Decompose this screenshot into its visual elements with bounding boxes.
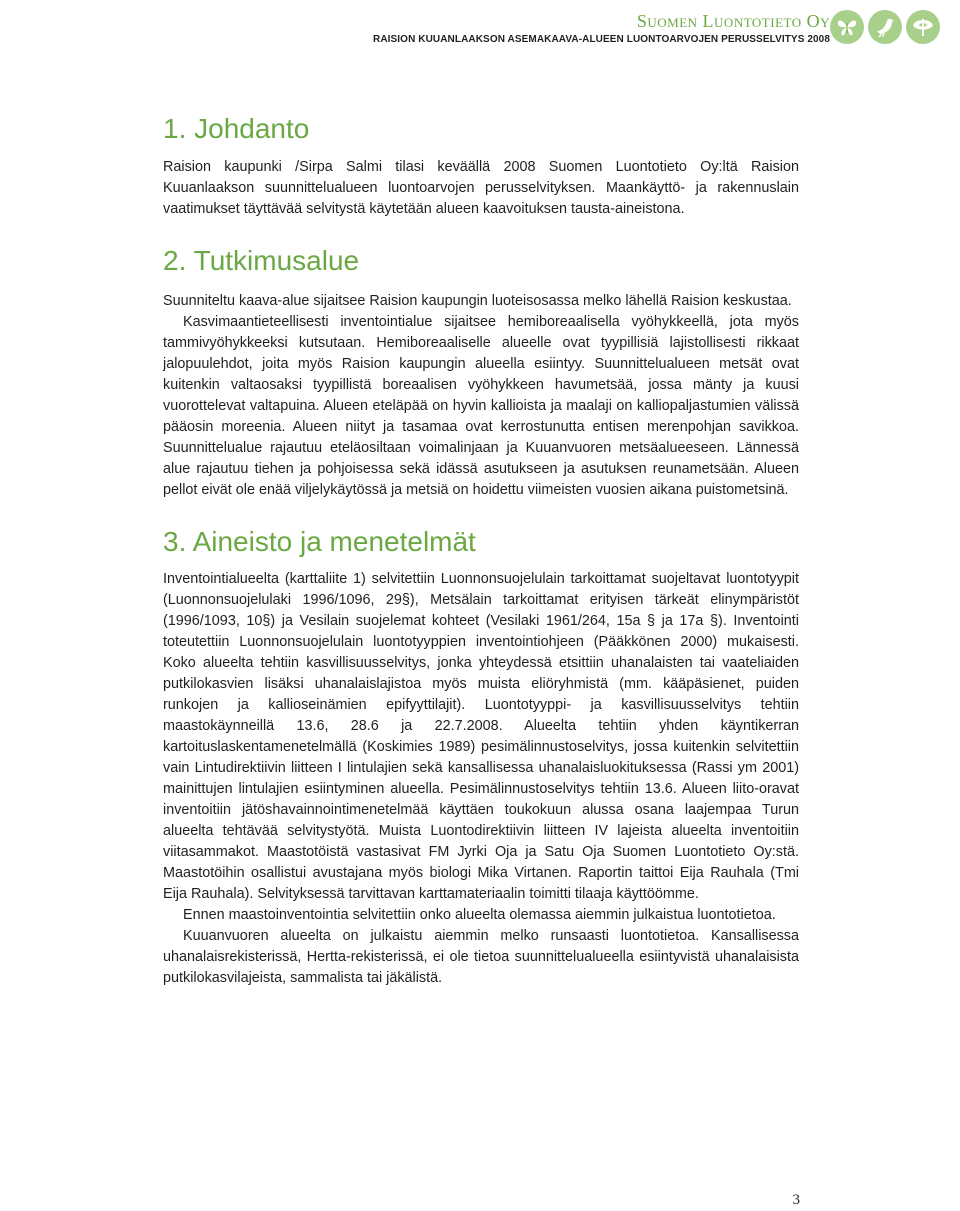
paragraph: Suunniteltu kaava-alue sijaitsee Raision kaupungin luoteisosassa melko lähellä Raision keskustaa. xyxy=(163,293,792,309)
company-name: Suomen Luontotieto Oy xyxy=(636,11,830,31)
paragraph: Inventointialueelta (karttaliite 1) selvitettiin Luonnonsuojelulain tarkoittamat suojeltavat luontotyypit (Luonnonsuojelulaki 1996/1096, 29§), Metsälain tarkoittamat erityisen tärkeät elinympäristöt (1996/1093, 10§) ja Vesilain suojelemat kohteet (Vesilaki 1961/264, 15a § ja 17a §). Inventointi toteutettiin Luonnonsuojelulain luontotyyppien inventointiohjeen (Pääkkönen 2000) mukaisesti. Koko alueelta tehtiin kasvillisuusselvitys, jonka yhteydessä etsittiin uhanalaisten tai vaateliaiden putkilokasvien lisäksi uhanalaislajistoa myös muista eliöryhmistä (mm. kääpäsienet, puiden runkojen ja kallioseinämien epifyyttilajit). Luontotyyppi- ja kasvillisuusselvitys tehtiin maastokäynneillä 13.6, 28.6 ja 22.7.2008. Alueelta tehtiin yhden käyntikerran kartoituslaskentamenetelmällä (Koskimies 1989) pesimälinnustoselvitys, jossa kuitenkin selvitettiin vain Lintudirektiivin liitteen I lintulajien sekä kansallisessa uhanalaisluokituksessa (Rassi ym 2001) mainittujen lintulajien esiintyminen alueella. Pesimälinnustoselvitys tehtiin 13.6. Alueen liito-oravat inventoitiin jätöshavainnointimenetelmää käyttäen toukokuun alussa osana laajempaa Turun alueelta tehtävää selvitystyötä. Muista Luontodirektiivin liitteen IV lajeista alueelta inventoitiin viitasammakot. Maastotöistä vastasivat FM Jyrki Oja ja Satu Oja Suomen Luontotieto Oy:stä. Maastotöihin osallistui avustajana myös biologi Mika Virtanen. Raportin taittoi Eija Rauhala (Tmi Eija Rauhala). Selvityksessä tarvittavan karttamateriaalin toimitti tilaaja käyttöömme. xyxy=(163,571,799,902)
paragraph: Kasvimaantieteellisesti inventointialue sijaitsee hemiboreaalisella vyöhykkeellä, jota myös tammivyöhykkeeksi kutsutaan. Hemiboreaaliselle alueelle ovat tyypillisiä lajistollisesti rikkaat jalopuulehdot, joita myös Raision kaupungin alueella esiintyy. Suunnittelualueen metsät ovat kuitenkin valtaosaksi tyypillistä boreaalisen vyöhykkeen havumetsää, jossa mänty ja kuusi vuorottelevat valtapuina. Alueen eteläpää on hyvin kallioista ja maalaji on kalliopaljastumien välissä pääosin moreenia. Alueen niityt ja tasamaa ovat kerrostunutta entisen merenpohjan savikkoa. Suunnittelualue rajautuu eteläosiltaan voimalinjaan ja Kuuanvuoren metsäalueeseen. Lännessä alue rajautuu tiehen ja pohjoisessa sekä idässä asutukseen ja asutuksen reunametsään. Alueen pellot eivät ole enää viljelykäytössä ja metsiä on hoidettu viimeisten vuosien aikana puistometsinä. xyxy=(163,314,799,498)
logo-group xyxy=(830,10,940,44)
page-number: 3 xyxy=(792,1192,800,1208)
butterfly-icon xyxy=(830,10,864,44)
paragraph: Kuuanvuoren alueelta on julkaistu aiemmin melko runsaasti luontotietoa. Kansallisessa uhanalaisrekisterissä, Hertta-rekisterissä, ei ole tietoa suunnittelualueella esiintyvistä uhanalaisista putkilokasvilajeista, sammalista tai jäkälistä. xyxy=(163,928,799,986)
paragraph: Raision kaupunki /Sirpa Salmi tilasi keväällä 2008 Suomen Luontotieto Oy:ltä Raision Kuuanlaakson suunnittelualueen luontoarvojen perusselvityksen. Maankäyttö- ja rakennuslain vaatimukset täyttävää selvitystä käytetään alueen kaavoituksen tausta-aineistona. xyxy=(163,159,799,217)
paragraph: Ennen maastoinventointia selvitettiin onko alueelta olemassa aiemmin julkaistua luontotietoa. xyxy=(183,907,776,923)
project-title: RAISION KUUANLAAKSON ASEMAKAAVA-ALUEEN LUONTOARVOJEN PERUSSELVITYS 2008 xyxy=(373,34,830,45)
page-header xyxy=(373,10,830,47)
section-heading-aineisto: 3. Aineisto ja menetelmät xyxy=(163,526,476,557)
bird-icon xyxy=(868,10,902,44)
section-heading-johdanto: 1. Johdanto xyxy=(163,113,310,144)
document-body xyxy=(163,112,799,989)
dragonfly-icon xyxy=(906,10,940,44)
section-heading-tutkimusalue: 2. Tutkimusalue xyxy=(163,245,360,276)
